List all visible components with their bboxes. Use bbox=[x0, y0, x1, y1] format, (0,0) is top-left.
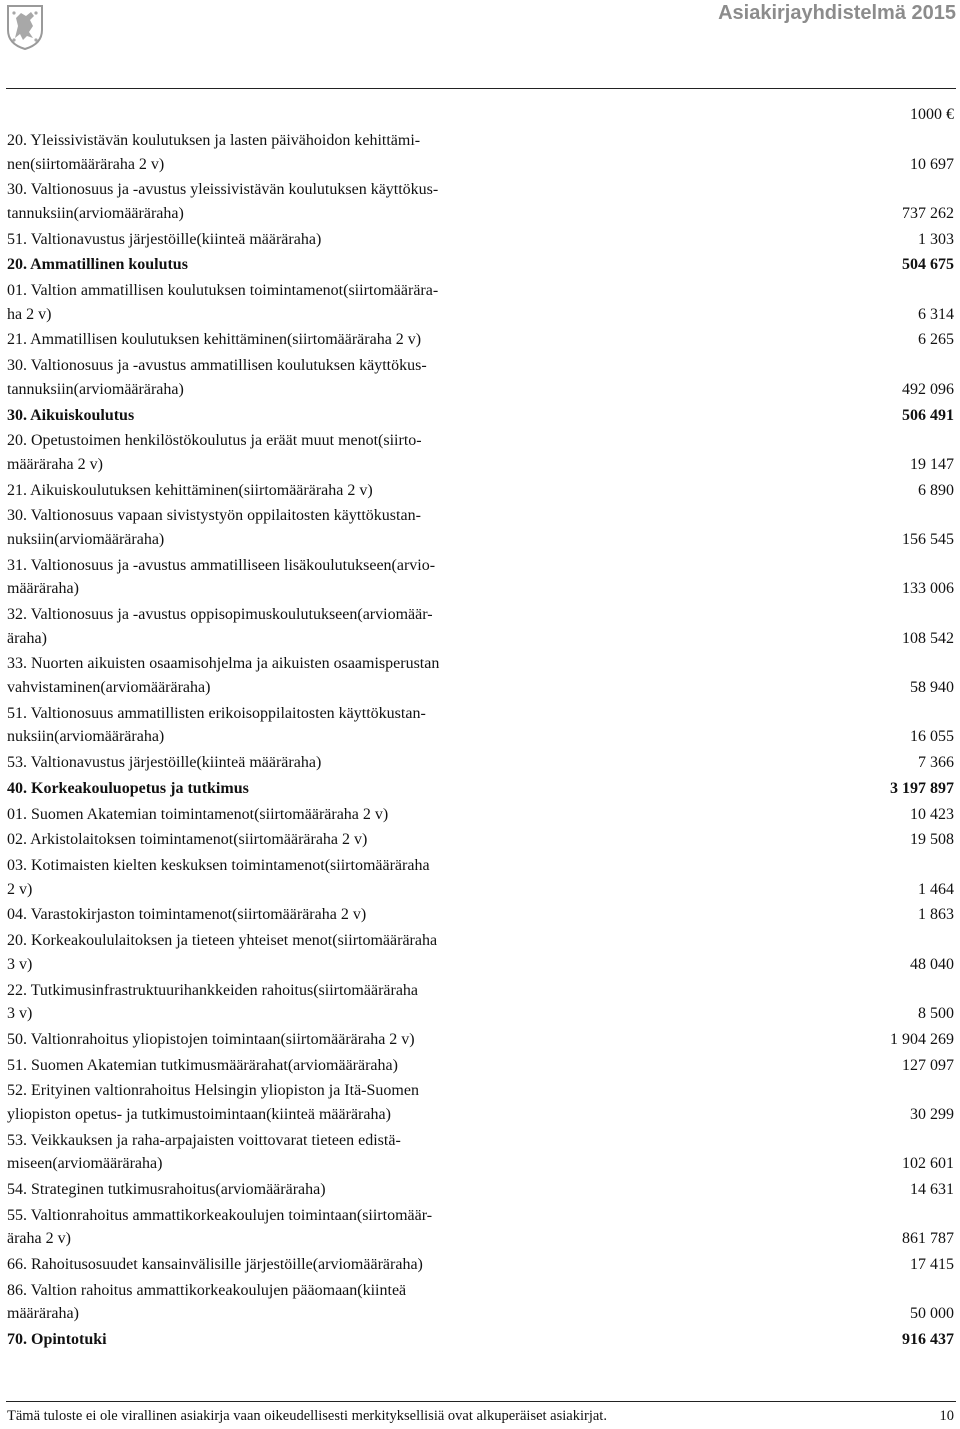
budget-item-amount: 8 500 bbox=[918, 1005, 954, 1023]
budget-item-row bbox=[7, 279, 954, 326]
budget-item-row bbox=[7, 1279, 954, 1326]
budget-item-amount: 7 366 bbox=[918, 753, 954, 771]
budget-item-amount: 6 265 bbox=[918, 331, 954, 349]
section-heading-amount: 506 491 bbox=[902, 406, 954, 424]
header-divider bbox=[6, 88, 956, 89]
budget-item-amount: 50 000 bbox=[910, 1305, 954, 1323]
budget-item-label: 20. Opetustoimen henkilöstökoulutus ja eräät muut menot(siirto- määräraha 2 v) bbox=[7, 432, 422, 473]
budget-item-amount: 6 314 bbox=[918, 305, 954, 323]
budget-item-row bbox=[7, 504, 954, 551]
budget-item-amount: 156 545 bbox=[902, 530, 954, 548]
budget-item-label: 50. Valtionrahoitus yliopistojen toimintaan(siirtomääräraha 2 v) bbox=[7, 1030, 415, 1048]
budget-item-amount: 737 262 bbox=[902, 204, 954, 222]
budget-item-label: 20. Yleissivistävän koulutuksen ja lasten päivähoidon kehittämi- nen(siirtomääräraha 2 v) bbox=[7, 132, 421, 173]
budget-item-amount: 17 415 bbox=[910, 1256, 954, 1274]
budget-item-label: 53. Valtionavustus järjestöille(kiinteä määräraha) bbox=[7, 753, 322, 771]
budget-item-label: 30. Valtionosuus ja -avustus ammatillisen koulutuksen käyttökus- tannuksiin(arviomääräraha) bbox=[7, 357, 427, 398]
section-heading-row bbox=[7, 253, 954, 277]
budget-item-label: 01. Valtion ammatillisen koulutuksen toimintamenot(siirtomäärära- ha 2 v) bbox=[7, 282, 439, 323]
budget-item-amount: 58 940 bbox=[910, 678, 954, 696]
section-heading-label: 20. Ammatillinen koulutus bbox=[7, 256, 188, 274]
budget-item-label: 86. Valtion rahoitus ammattikorkeakoulujen pääomaan(kiinteä määräraha) bbox=[7, 1281, 407, 1323]
budget-item-label: 32. Valtionosuus ja -avustus oppisopimuskoulutukseen(arviomäär- äraha) bbox=[7, 606, 433, 647]
section-heading-label: 70. Opintotuki bbox=[7, 1331, 107, 1349]
budget-item-amount: 48 040 bbox=[910, 955, 954, 973]
budget-item-amount: 14 631 bbox=[910, 1181, 954, 1199]
budget-item-row bbox=[7, 1253, 954, 1277]
section-heading-amount: 504 675 bbox=[902, 256, 954, 274]
budget-item-amount: 102 601 bbox=[902, 1155, 954, 1173]
budget-item-row bbox=[7, 702, 954, 749]
budget-item-label: 53. Veikkauksen ja raha-arpajaisten voittovarat tieteen edistä- miseen(arviomääräraha) bbox=[7, 1131, 401, 1173]
budget-item-amount: 10 423 bbox=[910, 805, 954, 823]
budget-item-amount: 1 464 bbox=[918, 880, 954, 898]
budget-item-amount: 10 697 bbox=[910, 155, 954, 173]
budget-item-amount: 19 147 bbox=[910, 455, 954, 473]
budget-item-row bbox=[7, 228, 954, 252]
budget-item-label: 03. Kotimaisten kielten keskuksen toimintamenot(siirtomääräraha 2 v) bbox=[7, 857, 430, 898]
section-heading-amount: 3 197 897 bbox=[890, 779, 954, 797]
budget-item-row bbox=[7, 1054, 954, 1078]
budget-item-row bbox=[7, 751, 954, 775]
budget-item-label: 30. Valtionosuus vapaan sivistystyön oppilaitosten käyttökustan- nuksiin(arviomääräraha) bbox=[7, 507, 421, 548]
budget-item-row bbox=[7, 1028, 954, 1052]
section-heading-label: 40. Korkeakouluopetus ja tutkimus bbox=[7, 779, 249, 797]
budget-item-amount: 6 890 bbox=[918, 481, 954, 499]
budget-item-label: 21. Ammatillisen koulutuksen kehittäminen(siirtomääräraha 2 v) bbox=[7, 331, 422, 349]
page-number: 10 bbox=[939, 1408, 954, 1424]
budget-item-row bbox=[7, 1204, 954, 1251]
budget-item-label: 51. Valtionosuus ammatillisten erikoisoppilaitosten käyttökustan- nuksiin(arviomääräraha) bbox=[7, 704, 426, 746]
page-header bbox=[0, 0, 960, 90]
budget-item-row bbox=[7, 979, 954, 1026]
budget-item-label: 55. Valtionrahoitus ammattikorkeakoulujen toimintaan(siirtomäär- äraha 2 v) bbox=[7, 1206, 433, 1248]
footer-divider bbox=[6, 1401, 956, 1402]
budget-item-row bbox=[7, 1129, 954, 1176]
budget-item-amount: 1 904 269 bbox=[890, 1030, 954, 1048]
budget-item-row bbox=[7, 1079, 954, 1126]
budget-item-amount: 19 508 bbox=[910, 831, 954, 849]
budget-item-label: 04. Varastokirjaston toimintamenot(siirtomääräraha 2 v) bbox=[7, 906, 367, 924]
budget-item-amount: 108 542 bbox=[902, 629, 954, 647]
budget-item-amount: 127 097 bbox=[902, 1056, 954, 1074]
budget-item-amount: 861 787 bbox=[902, 1230, 954, 1248]
budget-item-row bbox=[7, 354, 954, 401]
budget-item-row bbox=[7, 903, 954, 927]
section-heading-amount: 916 437 bbox=[902, 1331, 954, 1349]
budget-item-amount: 1 863 bbox=[918, 906, 954, 924]
budget-item-label: 51. Suomen Akatemian tutkimusmäärärahat(arviomääräraha) bbox=[7, 1056, 398, 1074]
budget-item-row bbox=[7, 1178, 954, 1202]
budget-item-label: 54. Strateginen tutkimusrahoitus(arviomääräraha) bbox=[7, 1181, 326, 1199]
budget-item-label: 52. Erityinen valtionrahoitus Helsingin yliopiston ja Itä-Suomen yliopiston opetus- ja tutkimustoimintaan(kiinteä määräraha) bbox=[7, 1082, 419, 1123]
budget-item-row bbox=[7, 178, 954, 225]
budget-item-label: 66. Rahoitusosuudet kansainvälisille järjestöille(arviomääräraha) bbox=[7, 1256, 423, 1274]
section-heading-row bbox=[7, 777, 954, 801]
footer-disclaimer: Tämä tuloste ei ole virallinen asiakirja vaan oikeudellisesti merkityksellisiä ovat alkuperäiset asiakirjat. bbox=[7, 1408, 607, 1424]
coat-of-arms-icon bbox=[6, 4, 44, 50]
budget-item-amount: 133 006 bbox=[902, 580, 954, 598]
document-title: Asiakirjayhdistelmä 2015 bbox=[718, 2, 956, 24]
budget-item-label: 30. Valtionosuus ja -avustus yleissivistävän koulutuksen käyttökus- tannuksiin(arviomääräraha) bbox=[7, 181, 439, 222]
budget-item-row bbox=[7, 652, 954, 699]
budget-item-label: 22. Tutkimusinfrastruktuurihankkeiden rahoitus(siirtomääräraha 3 v) bbox=[7, 981, 419, 1023]
budget-item-label: 33. Nuorten aikuisten osaamisohjelma ja aikuisten osaamisperustan vahvistaminen(arviomääräraha) bbox=[7, 655, 440, 696]
section-heading-label: 30. Aikuiskoulutus bbox=[7, 406, 135, 424]
budget-item-amount: 16 055 bbox=[910, 728, 954, 746]
budget-item-label: 21. Aikuiskoulutuksen kehittäminen(siirtomääräraha 2 v) bbox=[7, 481, 373, 499]
budget-item-amount: 30 299 bbox=[910, 1105, 954, 1123]
unit-label: 1000 € bbox=[910, 106, 954, 123]
section-heading-row bbox=[7, 404, 954, 428]
budget-item-label: 02. Arkistolaitoksen toimintamenot(siirtomääräraha 2 v) bbox=[7, 831, 368, 849]
budget-item-label: 01. Suomen Akatemian toimintamenot(siirtomääräraha 2 v) bbox=[7, 805, 389, 823]
budget-item-row bbox=[7, 129, 954, 176]
budget-item-row bbox=[7, 554, 954, 601]
budget-item-amount: 1 303 bbox=[918, 230, 954, 248]
budget-item-row bbox=[7, 854, 954, 901]
budget-item-row bbox=[7, 929, 954, 976]
budget-item-label: 20. Korkeakoululaitoksen ja tieteen yhteiset menot(siirtomääräraha 3 v) bbox=[7, 932, 438, 973]
budget-item-row bbox=[7, 328, 954, 352]
budget-item-row bbox=[7, 603, 954, 650]
budget-item-row bbox=[7, 429, 954, 476]
budget-item-row bbox=[7, 803, 954, 827]
budget-item-label: 51. Valtionavustus järjestöille(kiinteä määräraha) bbox=[7, 230, 322, 248]
budget-items-list bbox=[7, 129, 954, 1354]
section-heading-row bbox=[7, 1328, 954, 1352]
budget-item-label: 31. Valtionosuus ja -avustus ammatilliseen lisäkoulutukseen(arvio- määräraha) bbox=[7, 556, 436, 598]
budget-item-amount: 492 096 bbox=[902, 380, 954, 398]
budget-item-row bbox=[7, 479, 954, 503]
budget-item-row bbox=[7, 828, 954, 852]
